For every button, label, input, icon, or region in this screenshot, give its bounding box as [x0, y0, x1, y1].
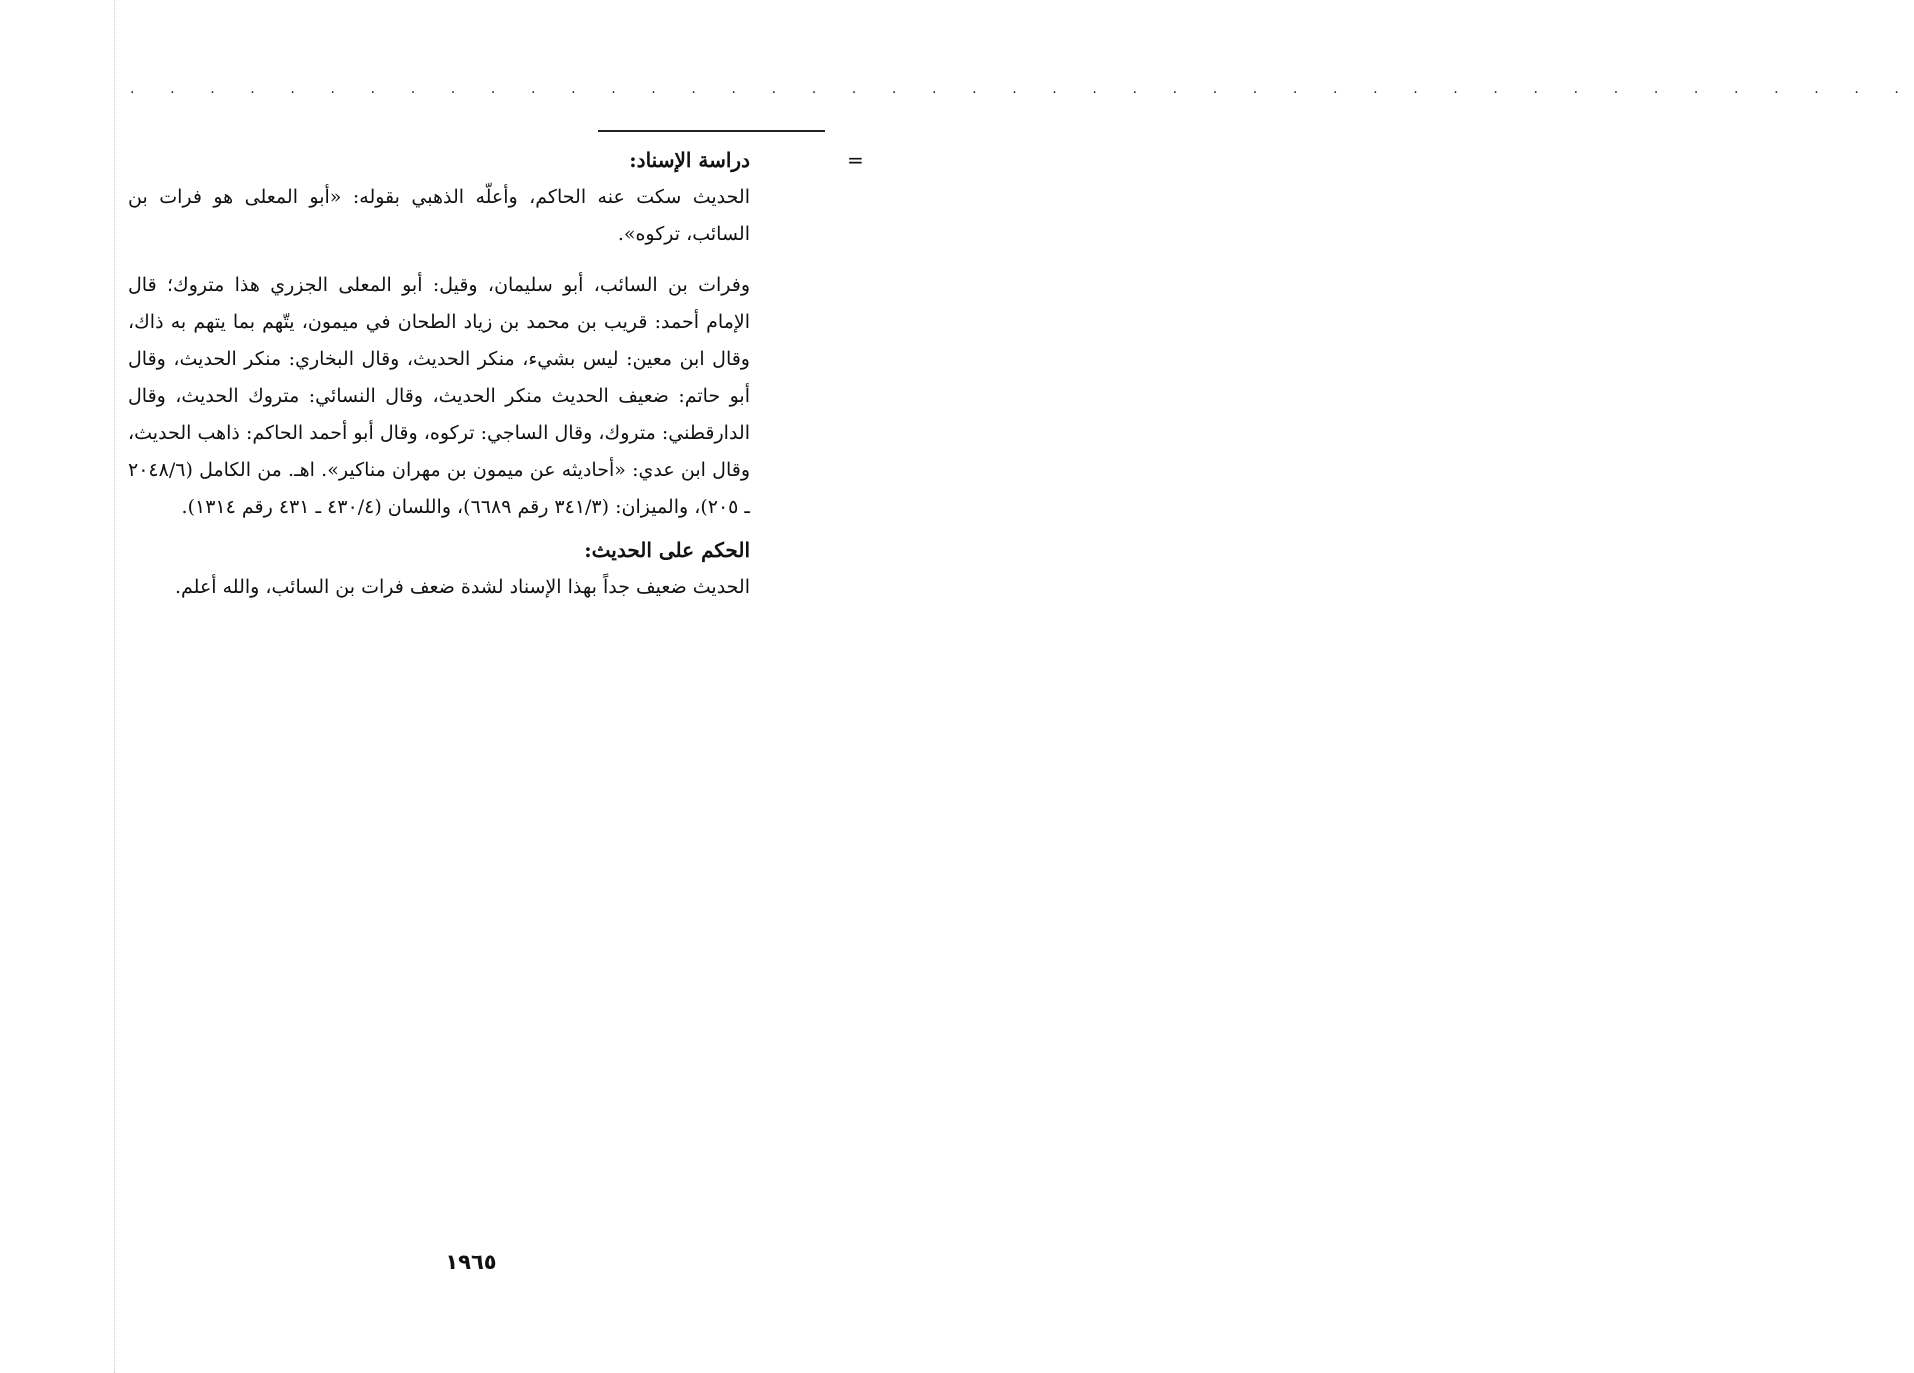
- page-number: ١٩٦٥: [445, 1250, 497, 1274]
- isnad-paragraph-2: وفرات بن السائب، أبو سليمان، وقيل: أبو المعلى الجزري هذا متروك؛ قال الإمام أحمد: قريب بن محمد بن زياد الطحان في ميمون، يتّهم بما يتهم به ذاك، وقال ابن معين: ليس بشيء، منكر الحديث، وقال البخاري: منكر الحديث، وقال أبو حاتم: ضعيف الحديث منكر الحديث، وقال النسائي: متروك الحديث، وقال الدارقطني: متروك، وقال الساجي: تركوه، وقال أبو أحمد الحاكم: ذاهب الحديث، وقال ابن عدي: «أحاديثه عن ميمون بن مهران مناكير». اهـ. من الكامل (٢٠٤٨/٦ ـ ٢٠٥)، والميزان: (٣٤١/٣ رقم ٦٦٨٩)، واللسان (٤٣٠/٤ ـ ٤٣١ رقم ١٣١٤).: [128, 274, 750, 518]
- scan-edge: [114, 0, 115, 1373]
- dotted-separator: . . . . . . . . . . . . . . . . . . . . . . . . . . . . . . . . . . . . . . . . . . . . .: [130, 81, 1914, 97]
- ruling-paragraph: الحديث ضعيف جداً بهذا الإسناد لشدة ضعف فرات بن السائب، والله أعلم.: [174, 576, 750, 598]
- page-body: [128, 142, 750, 620]
- continuation-mark: =: [847, 148, 864, 172]
- isnad-paragraph-1: الحديث سكت عنه الحاكم، وأعلّه الذهبي بقوله: «أبو المعلى هو فرات بن السائب، تركوه».: [128, 186, 750, 245]
- ruling-heading: الحكم على الحديث:: [584, 538, 750, 562]
- footnote-rule: [598, 130, 825, 132]
- isnad-study-heading: دراسة الإسناد:: [629, 148, 750, 172]
